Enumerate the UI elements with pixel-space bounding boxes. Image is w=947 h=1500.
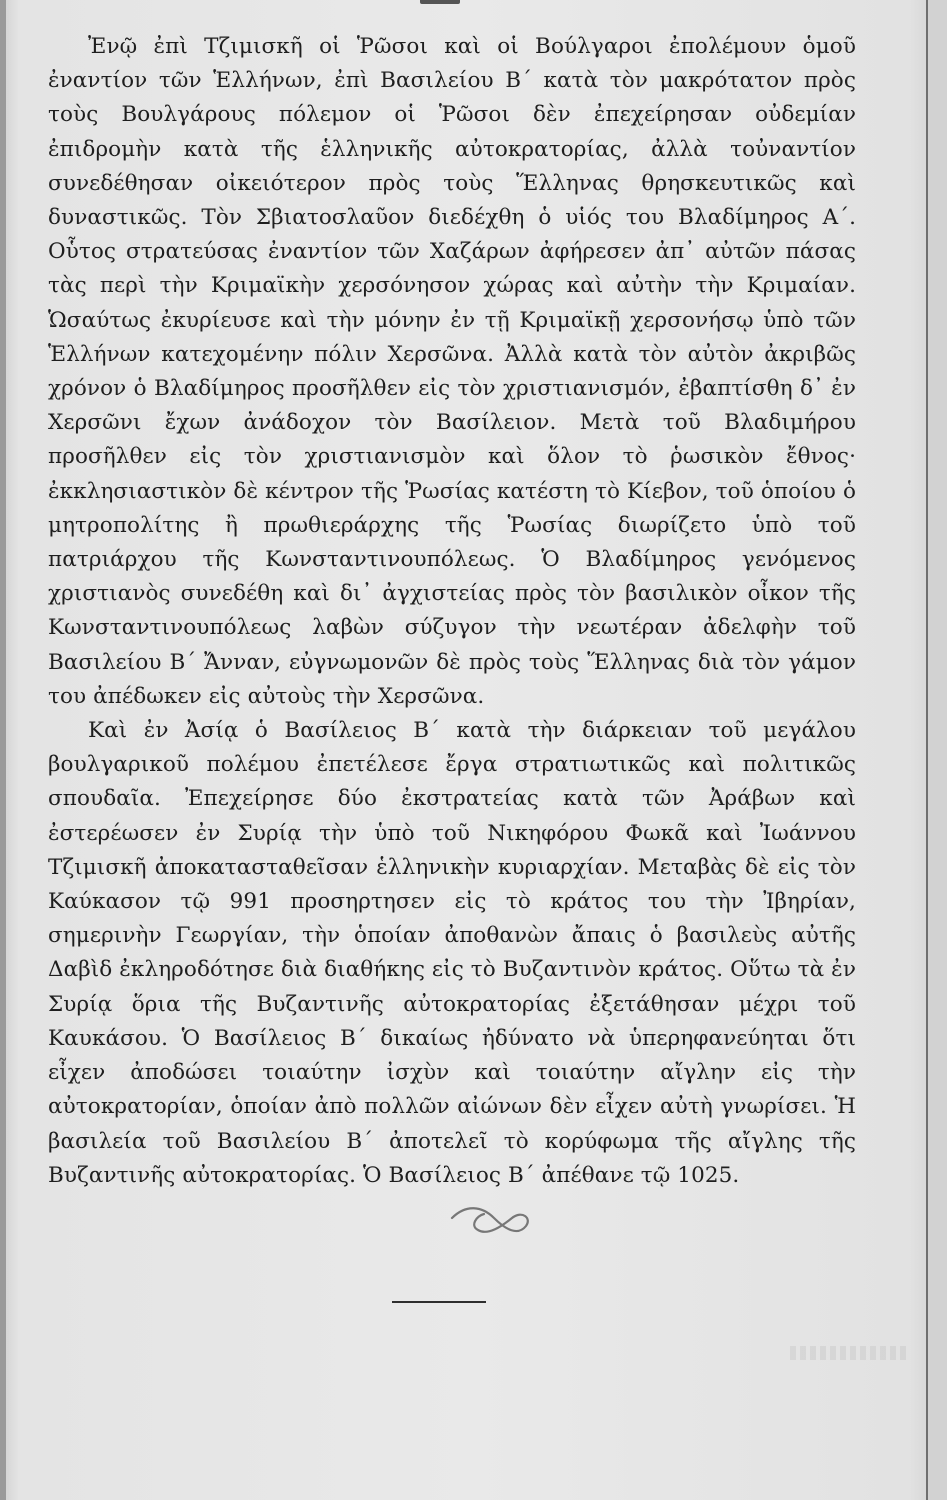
page-left-edge	[0, 0, 6, 1500]
paragraph-2: Καὶ ἐν Ἀσίᾳ ὁ Βασίλειος Β΄ κατὰ τὴν διάρκειαν τοῦ μεγάλου βουλγαρικοῦ πολέμου ἐπετέλεσε ἔργα στρατιωτικῶς καὶ πολιτικῶς σπουδαῖα. Ἐπεχείρησε δύο ἐκστρατείας κατὰ τῶν Ἀράβων καὶ ἐστερέωσεν ἐν Συρίᾳ τὴν ὑπὸ τοῦ Νικηφόρου Φωκᾶ καὶ Ἰωάννου Τζιμισκῆ ἀποκατασταθεῖσαν ἑλληνικὴν κυριαρχίαν. Μεταβὰς δὲ εἰς τὸν Καύκασον τῷ 991 προσηρτησεν εἰς τὸ κράτος του τὴν Ἰβηρίαν, σημερινὴν Γεωργίαν, τὴν ὁποίαν ἀποθανὼν ἄπαις ὁ βασιλεὺς αὐτῆς Δαβὶδ ἐκληροδότησε διὰ διαθήκης εἰς τὸ Βυζαντινὸν κράτος. Οὕτω τὰ ἐν Συρίᾳ ὅρια τῆς Βυζαντινῆς αὐτοκρατορίας ἐξετάθησαν μέχρι τοῦ Καυκάσου. Ὁ Βασίλειος Β΄ δικαίως ἠδύνατο νὰ ὑπερηφανεύηται ὅτι εἶχεν ἀποδώσει τοιαύτην ἰσχὺν καὶ τοιαύτην αἴγλην εἰς τὴν αὐτοκρατορίαν, ὁποίαν ἀπὸ πολλῶν αἰώνων δὲν εἶχεν αὐτὴ γνωρίσει. Ἡ βασιλεία τοῦ Βασιλείου Β΄ ἀποτελεῖ τὸ κορύφωμα τῆς αἴγλης τῆς Βυζαντινῆς αὐτοκρατορίας. Ὁ Βασίλειος Β΄ ἀπέθανε τῷ 1025.	[48, 718, 856, 1188]
body-text	[48, 30, 856, 1193]
paragraph-1: Ἐνῷ ἐπὶ Τζιμισκῆ οἱ Ῥῶσοι καὶ οἱ Βούλγαροι ἐπολέμουν ὁμοῦ ἐναντίον τῶν Ἑλλήνων, ἐπὶ Βασιλείου Β΄ κατὰ τὸν μακρότατον πρὸς τοὺς Βουλγάρους πόλεμον οἱ Ῥῶσοι δὲν ἐπεχείρησαν οὐδεμίαν ἐπιδρομὴν κατὰ τῆς ἑλληνικῆς αὐτοκρατορίας, ἀλλὰ τοὐναντίον συνεδέθησαν οἰκειότερον πρὸς τοὺς Ἕλληνας θρησκευτικῶς καὶ δυναστικῶς. Τὸν Σβιατοσλαῦον διεδέχθη ὁ υἱός του Βλαδίμηρος Α΄. Οὗτος στρατεύσας ἐναντίον τῶν Χαζάρων ἀφήρεσεν ἀπ᾽ αὐτῶν πάσας τὰς περὶ τὴν Κριμαϊκὴν χερσόνησον χώρας καὶ αὐτὴν τὴν Κριμαίαν. Ὡσαύτως ἐκυρίευσε καὶ τὴν μόνην ἐν τῇ Κριμαϊκῇ χερσονήσῳ ὑπὸ τῶν Ἑλλήνων κατεχομένην πόλιν Χερσῶνα. Ἀλλὰ κατὰ τὸν αὐτὸν ἀκριβῶς χρόνον ὁ Βλαδίμηρος προσῆλθεν εἰς τὸν χριστιανισμόν, ἐβαπτίσθη δ᾽ ἐν Χερσῶνι ἔχων ἀνάδοχον τὸν Βασίλειον. Μετὰ τοῦ Βλαδιμήρου προσῆλθεν εἰς τὸν χριστιανισμὸν καὶ ὅλον τὸ ῥωσικὸν ἔθνος· ἐκκλησιαστικὸν δὲ κέντρον τῆς Ῥωσίας κατέστη τὸ Κίεβον, τοῦ ὁποίου ὁ μητροπολίτης ἢ πρωθιεράρχης τῆς Ῥωσίας διωρίζετο ὑπὸ τοῦ πατριάρχου τῆς Κωνσταντινουπόλεως. Ὁ Βλαδίμηρος γενόμενος χριστιανὸς συνεδέθη καὶ δι᾽ ἀγχιστείας πρὸς τὸν βασιλικὸν οἶκον τῆς Κωνσταντινουπόλεως λαβὼν σύζυγον τὴν νεωτέραν ἀδελφὴν τοῦ Βασιλείου Β΄ Ἄνναν, εὐγνωμονῶν δὲ πρὸς τοὺς Ἕλληνας διὰ τὸν γάμον του ἀπέδωκεν εἰς αὐτοὺς τὴν Χερσῶνα.	[48, 34, 856, 709]
bleed-through-text	[790, 1346, 910, 1360]
page-right-edge	[928, 0, 947, 1500]
page-top-mark	[420, 0, 460, 4]
end-rule	[392, 1301, 486, 1303]
handwritten-flourish	[448, 1196, 532, 1244]
